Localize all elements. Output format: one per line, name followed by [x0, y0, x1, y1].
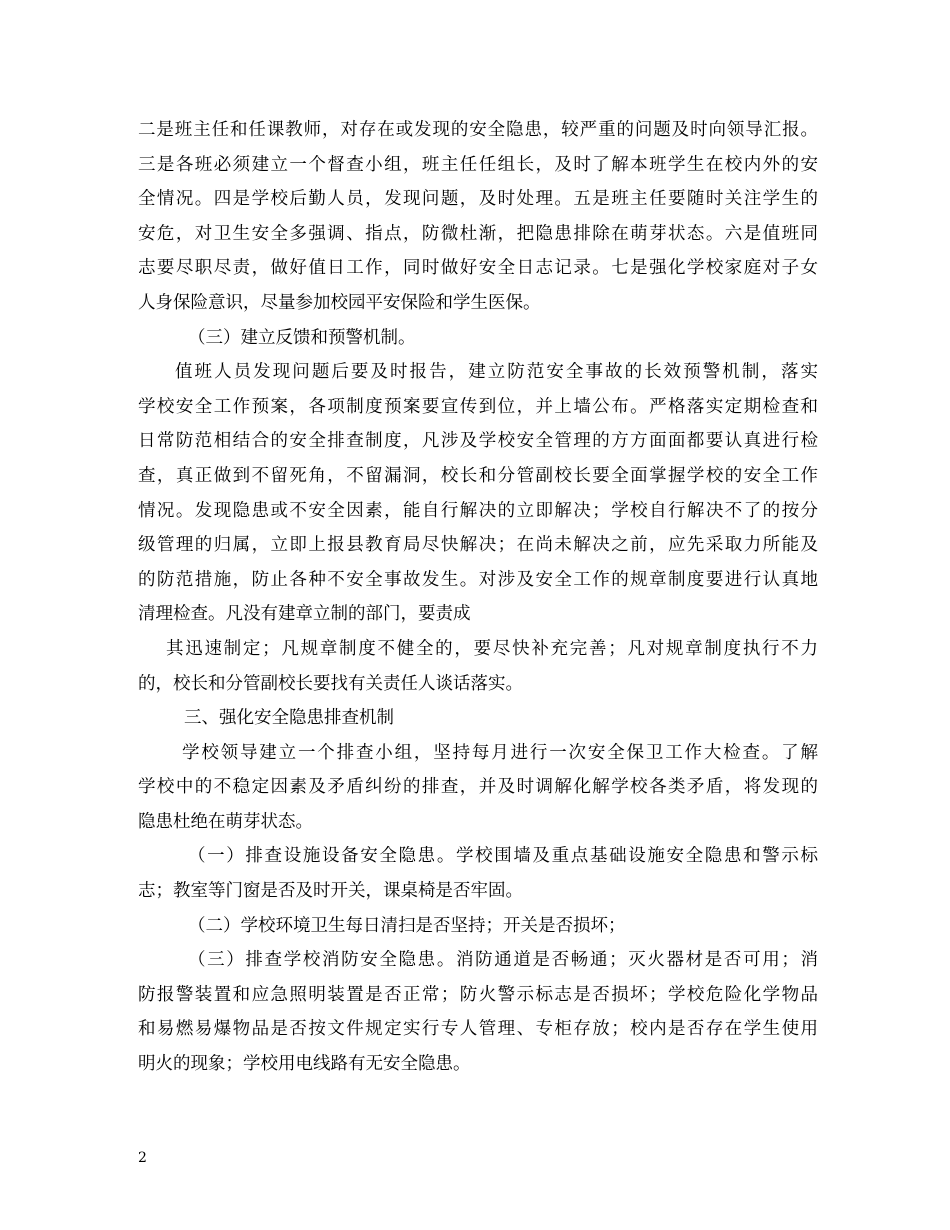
text-line: 三是各班必须建立一个督查小组，班主任任组长，及时了解本班学生在校内外的安 — [138, 154, 818, 175]
text-line: 二是班主任和任课教师，对存在或发现的安全隐患，较严重的问题及时向领导汇报。 — [138, 120, 818, 140]
page-number: 2 — [138, 1150, 147, 1166]
text-line: 的防范措施，防止各种不安全事故发生。对涉及安全工作的规章制度要进行认真地 — [138, 569, 818, 590]
text-line: 安危，对卫生安全多强调、指点，防微杜渐，把隐患排除在萌芽状态。六是值班同 — [138, 223, 818, 244]
text-line: 明火的现象；学校用电线路有无安全隐患。 — [138, 1054, 471, 1075]
text-line: 其迅速制定；凡规章制度不健全的，要尽快补充完善；凡对规章制度执行不力 — [166, 638, 818, 659]
text-line: 清理检查。凡没有建章立制的部门，要责成 — [138, 604, 471, 625]
text-line: 志要尽职尽责，做好值日工作，同时做好安全日志记录。七是强化学校家庭对子女 — [138, 258, 818, 279]
text-line: 学校安全工作预案，各项制度预案要宣传到位，并上墙公布。严格落实定期检查和 — [138, 396, 818, 417]
text-line: 值班人员发现问题后要及时报告，建立防范安全事故的长效预警机制，落实 — [175, 362, 818, 383]
text-line: 隐患杜绝在萌芽状态。 — [138, 811, 313, 832]
text-line: 查，真正做到不留死角，不留漏洞，校长和分管副校长要全面掌握学校的安全工作 — [138, 465, 818, 486]
body-text — [138, 113, 818, 1082]
text-line: （二）学校环境卫生每日清扫是否坚持；开关是否损坏； — [188, 915, 626, 936]
section-heading: 三、强化安全隐患排查机制 — [184, 708, 394, 729]
section-heading: （三）建立反馈和预警机制。 — [188, 327, 416, 348]
text-line: 志；教室等门窗是否及时开关，课桌椅是否牢固。 — [138, 881, 523, 902]
text-line: 级管理的归属，立即上报县教育局尽快解决；在尚未解决之前，应先采取力所能及 — [138, 535, 818, 556]
text-line: 学校中的不稳定因素及矛盾纠纷的排查，并及时调解化解学校各类矛盾，将发现的 — [138, 777, 818, 798]
text-line: 人身保险意识，尽量参加校园平安保险和学生医保。 — [138, 292, 541, 313]
text-line: 日常防范相结合的安全排查制度，凡涉及学校安全管理的方方面面都要认真进行检 — [138, 431, 818, 452]
text-line: （一）排查设施设备安全隐患。学校围墙及重点基础设施安全隐患和警示标 — [188, 846, 818, 867]
text-line: （三）排查学校消防安全隐患。消防通道是否畅通；灭火器材是否可用；消 — [188, 950, 818, 971]
text-line: 情况。发现隐患或不安全因素，能自行解决的立即解决；学校自行解决不了的按分 — [138, 500, 818, 521]
text-line: 全情况。四是学校后勤人员，发现问题，及时处理。五是班主任要随时关注学生的 — [138, 189, 818, 210]
text-line: 防报警装置和应急照明装置是否正常；防火警示标志是否损坏；学校危险化学物品 — [138, 984, 818, 1005]
text-line: 和易燃易爆物品是否按文件规定实行专人管理、专柜存放；校内是否存在学生使用 — [138, 1019, 818, 1040]
text-line: 的，校长和分管副校长要找有关责任人谈话落实。 — [138, 673, 523, 694]
text-line: 学校领导建立一个排查小组，坚持每月进行一次安全保卫工作大检查。了解 — [182, 742, 818, 763]
